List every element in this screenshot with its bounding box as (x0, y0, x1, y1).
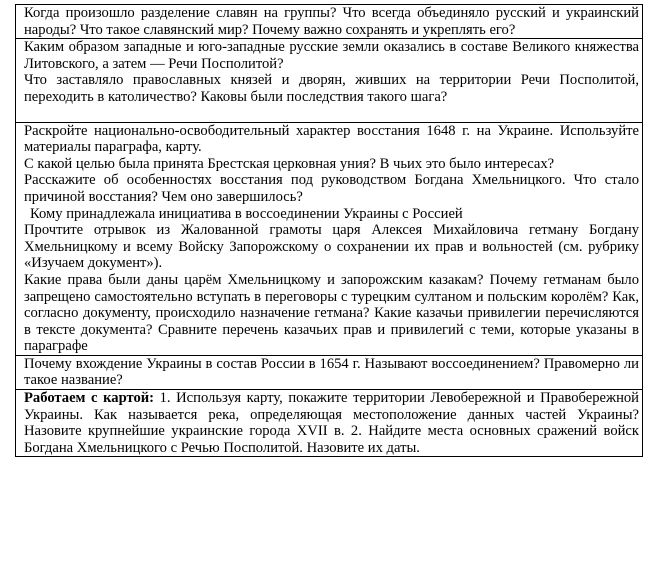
map-task-text: 1. Используя карту, покажите территории Левобережной и Правобережной Украины. Как называется река, определяющая местоположение данных частей Украины? Назовите крупнейшие украинские города XVII в. 2. Найдите места основных сражений войск Богдана Хмельницкого с Речью Посполитой. Назовите их даты. (24, 390, 639, 456)
question-paragraph: Прочтите отрывок из Жалованной грамоты царя Алексея Михайловича гетману Богдану Хмельницкому и всему Войску Запорожскому о сохранении их прав и вольностей (см. рубрику «Изучаем документ»). (24, 222, 639, 272)
question-paragraph: Почему вхождение Украины в состав России в 1654 г. Называют воссоединением? Правомерно ли такое название? (24, 355, 639, 389)
blank-line (24, 106, 639, 122)
question-paragraph: Расскажите об особенностях восстания под руководством Богдана Хмельницкого. Что стало причиной восстания? Чем оно завершилось? (24, 172, 639, 205)
question-paragraph: Кому принадлежала инициатива в воссоединении Украины с Россией (30, 205, 463, 222)
question-paragraph: Каким образом западные и юго-западные русские земли оказались в составе Великого княжества Литовского, а затем — Речи Посполитой? (24, 39, 639, 72)
map-task-lead: Работаем с картой: (24, 390, 155, 407)
table-row (16, 355, 643, 389)
table-row (16, 390, 643, 457)
table-cell (16, 39, 643, 122)
table-cell (16, 355, 643, 389)
map-task-paragraph (24, 390, 639, 456)
table-row (16, 122, 643, 355)
table-cell (16, 5, 643, 39)
question-paragraph: Когда произошло разделение славян на группы? Что всегда объединяло русский и украинский народы? Что такое славянский мир? Почему важно сохранять и укреплять его? (24, 5, 639, 38)
table-cell (16, 122, 643, 355)
table-row (16, 5, 643, 39)
table-row (16, 39, 643, 122)
question-paragraph: С какой целью была принята Брестская церковная уния? В чьих это было интересах? (24, 155, 555, 172)
table-cell (16, 390, 643, 457)
questions-table (15, 4, 643, 457)
question-paragraph: Какие права были даны царём Хмельницкому и запорожским казакам? Почему гетманам было запрещено самостоятельно вступать в переговоры с турецким султаном и польским королём? Как, согласно документу, происходило назначение гетмана? Какие казачьи привилегии перечисляются в тексте документа? Сравните перечень казачьих прав и привилегий с теми, которые указаны в параграфе (24, 271, 639, 355)
question-paragraph: Раскройте национально-освободительный характер восстания 1648 г. на Украине. Используйте материалы параграфа, карту. (24, 122, 639, 156)
question-paragraph: Что заставляло православных князей и дворян, живших на территории Речи Посполитой, переходить в католичество? Каковы были последствия такого шага? (24, 72, 639, 105)
